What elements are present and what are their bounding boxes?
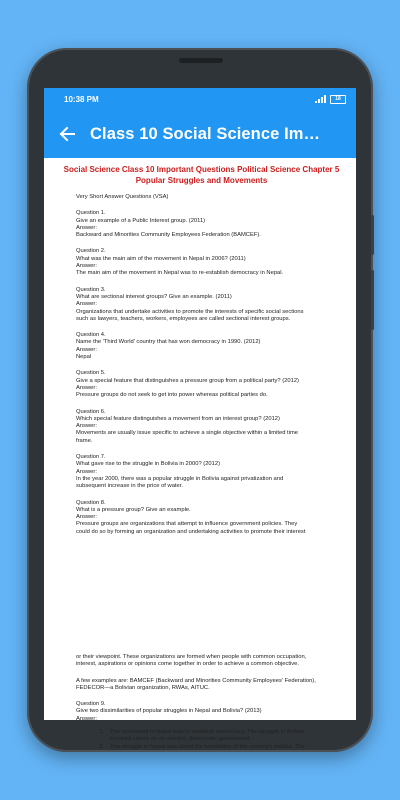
list-item-number: 1.: [99, 729, 104, 736]
document-title: Social Science Class 10 Important Questions Political Science Chapter 5 Popular Struggles and Movements: [63, 165, 340, 185]
question-text: What are sectional interest groups? Give an example. (2011): [76, 293, 232, 300]
answer-text: could do so by forming an organization and undertaking activities to promote their interest: [76, 528, 306, 535]
answer-label: Answer:: [76, 263, 97, 270]
page-break-space: [76, 536, 347, 654]
answer-text: Backward and Minorities Community Employees Federation (BAMCEF).: [76, 232, 261, 239]
examples-text: FEDECOR—a Bolivian organization, RWAs, AITUC.: [76, 684, 210, 691]
question-label: Question 5.: [76, 370, 106, 377]
answer-label: Answer:: [76, 468, 97, 475]
question-text: What gave rise to the struggle in Bolivia in 2000? (2012): [76, 461, 221, 468]
answer-text: Movements are usually issue specific to achieve a single objective within a limited time: [76, 430, 298, 437]
arrow-left-icon: [59, 126, 75, 142]
question-text: Give an example of a Public Interest group. (2011): [76, 217, 206, 224]
question-text: Name the 'Third World' country that has won democracy in 1990. (2012): [76, 339, 261, 346]
question-label: Question 1.: [76, 210, 106, 217]
answer-label: Answer:: [76, 715, 97, 722]
question-label: Question 9.: [76, 701, 106, 708]
list-item-text: involved claims on an elected, democratic government.: [110, 736, 252, 743]
list-item-text: The movement in Nepal was to establish democracy. The struggle in Bolivia: [110, 729, 305, 736]
answer-text: Organizations that undertake activities to promote the interests of specific social sections: [76, 308, 304, 315]
section-heading: Very Short Answer Questions (VSA): [76, 194, 169, 200]
answer-label: Answer:: [76, 423, 97, 430]
status-time: 10:38 PM: [64, 94, 99, 104]
list-item: [76, 729, 347, 744]
answer-continuation: or their viewpoint. These organizations are formed when people with common occupation,: [76, 653, 307, 660]
app-title: Class 10 Social Science Im…: [90, 124, 321, 143]
battery-level: 18: [335, 95, 341, 102]
answer-text: The main aim of the movement in Nepal was to re-establish democracy in Nepal.: [76, 270, 284, 277]
app-screen: [44, 88, 356, 750]
answer-label: Answer:: [76, 346, 97, 353]
answer-text: Pressure groups are organizations that attempt to influence government policies. They: [76, 521, 298, 528]
list-item: [76, 744, 347, 751]
document-content[interactable]: [44, 158, 356, 751]
question-text: Give two dissimilarities of popular struggles in Nepal and Bolivia? (2013): [76, 708, 262, 715]
status-bar: [44, 88, 356, 110]
question-text: Give a special feature that distinguishes a pressure group from a political party? (2012): [76, 377, 299, 384]
answer-continuation: interest, aspirations or opinions come together in order to achieve a common objective.: [76, 661, 299, 668]
question-label: Question 6.: [76, 408, 106, 415]
answer-text: frame.: [76, 437, 93, 444]
question-label: Question 7.: [76, 454, 106, 461]
answer-text: subsequent increase in the price of water.: [76, 483, 183, 490]
question-label: Question 4.: [76, 332, 106, 339]
question-label: Question 8.: [76, 499, 106, 506]
battery-icon: [330, 95, 346, 104]
list-item-number: 2.: [99, 743, 104, 750]
answer-label: Answer:: [76, 384, 97, 391]
phone-speaker: [179, 58, 223, 63]
back-button[interactable]: [44, 110, 90, 158]
phone-power-button: [371, 270, 374, 330]
question-label: Question 3.: [76, 286, 106, 293]
question-text: What was the main aim of the movement in Nepal in 2006? (2011): [76, 255, 246, 262]
question-text: Which special feature distinguishes a movement from an interest group? (2012): [76, 415, 280, 422]
signal-icon: [315, 95, 326, 103]
question-text: What is a pressure group? Give an example.: [76, 506, 191, 513]
answer-text: In the year 2000, there was a popular struggle in Bolivia against privatization and: [76, 475, 284, 482]
answer-label: Answer:: [76, 224, 97, 231]
list-item-text: The struggle in Nepal was about the foundation of the country's politics. The: [110, 743, 305, 750]
answer-label: Answer:: [76, 301, 97, 308]
question-label: Question 2.: [76, 248, 106, 255]
phone-volume-button: [371, 215, 374, 255]
examples-text: A few examples are: BAMCEF (Backward and Minorities Community Employees' Federation),: [76, 677, 316, 684]
answer-text: Pressure groups do not seek to get into power whereas political parties do.: [76, 392, 268, 399]
app-bar: [44, 110, 356, 158]
answer-text: Nepal: [76, 354, 92, 361]
answer-text: such as lawyers, teachers, workers, employees are called sectional interest groups.: [76, 315, 291, 322]
answer-label: Answer:: [76, 514, 97, 521]
